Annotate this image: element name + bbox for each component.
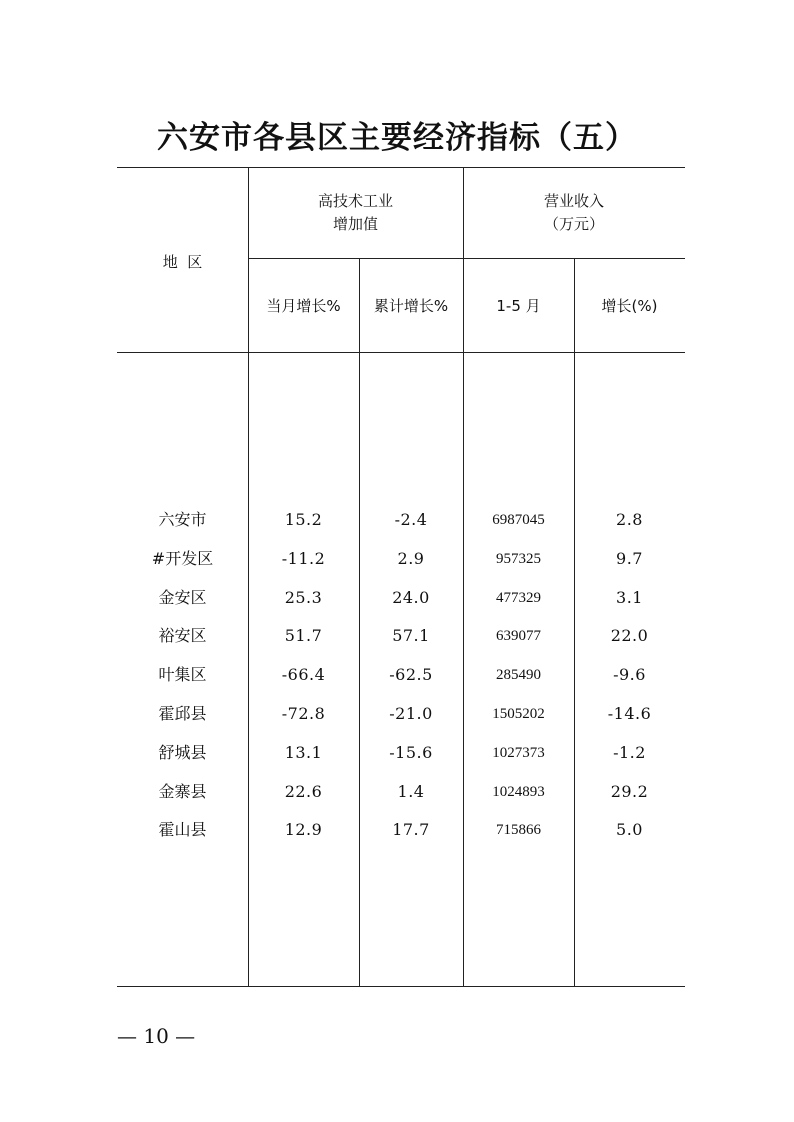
page-title: 六安市各县区主要经济指标（五）: [157, 120, 637, 156]
cell-revenue: 639077: [496, 628, 541, 645]
table-row: [117, 617, 685, 656]
cell-cumulative-growth: 1.4: [397, 781, 425, 801]
cell-monthly-growth: 12.9: [284, 820, 323, 840]
header-high-tech-group: [248, 190, 463, 236]
header-revenue-line2: （万元）: [543, 215, 604, 233]
cell-region: #开发区: [151, 548, 214, 568]
cell-revenue-growth: 3.1: [616, 587, 643, 607]
cell-cumulative-growth: -15.6: [389, 742, 433, 762]
cell-cumulative-growth: 24.0: [392, 587, 430, 607]
table-row: [117, 501, 685, 540]
cell-cumulative-growth: -21.0: [389, 704, 433, 723]
cell-revenue: 285490: [496, 667, 541, 684]
table-row: [117, 734, 685, 773]
cell-region: 霍邱县: [158, 704, 207, 723]
cell-revenue-growth: -1.2: [613, 742, 646, 762]
table-row: [117, 656, 685, 695]
cell-cumulative-growth: 2.9: [397, 548, 425, 568]
header-monthly-growth: 当月增长%: [266, 297, 341, 315]
cell-monthly-growth: -11.2: [281, 548, 326, 568]
cell-monthly-growth: 25.3: [284, 587, 323, 607]
cell-region: 舒城县: [158, 742, 207, 762]
header-high-tech-line2: 增加值: [332, 215, 378, 233]
header-high-tech-line1: 高技术工业: [317, 192, 393, 210]
cell-revenue: 957325: [496, 550, 541, 567]
header-bottom-border: [117, 352, 685, 353]
cell-revenue-growth: 22.0: [610, 626, 649, 646]
cell-revenue-growth: -14.6: [607, 704, 652, 723]
cell-revenue: 715866: [496, 822, 541, 839]
header-revenue-group: [463, 190, 685, 236]
cell-region: 金寨县: [158, 781, 207, 801]
cell-revenue: 1024893: [492, 783, 545, 800]
cell-region: 叶集区: [158, 665, 207, 685]
table-row: [117, 695, 685, 734]
cell-cumulative-growth: 17.7: [392, 820, 430, 840]
cell-monthly-growth: -72.8: [281, 704, 326, 723]
cell-region: 霍山县: [158, 820, 207, 840]
page-number: — 10 —: [117, 1024, 196, 1048]
header-cumulative-growth: 累计增长%: [373, 297, 449, 315]
header-region: 地 区: [162, 253, 203, 271]
cell-monthly-growth: 13.1: [284, 742, 323, 762]
cell-monthly-growth: 51.7: [284, 626, 323, 646]
table-row: [117, 773, 685, 812]
cell-monthly-growth: -66.4: [281, 665, 326, 685]
header-revenue-line1: 营业收入: [543, 192, 604, 210]
cell-revenue-growth: 5.0: [616, 820, 643, 840]
cell-revenue-growth: 2.8: [616, 510, 643, 529]
cell-region: 裕安区: [158, 626, 207, 646]
cell-region: 金安区: [158, 587, 207, 607]
table-row: [117, 579, 685, 618]
table-row: [117, 811, 685, 850]
header-group-divider: [248, 258, 685, 259]
cell-monthly-growth: 22.6: [284, 781, 323, 801]
cell-revenue: 6987045: [492, 512, 545, 528]
table-row: [117, 540, 685, 579]
cell-revenue: 477329: [496, 589, 541, 606]
cell-cumulative-growth: -2.4: [394, 510, 428, 529]
table-top-border: [117, 167, 685, 168]
cell-cumulative-growth: -62.5: [389, 665, 433, 685]
cell-region: 六安市: [158, 510, 207, 529]
cell-revenue-growth: 9.7: [616, 548, 643, 568]
cell-revenue-growth: -9.6: [613, 665, 646, 685]
cell-revenue-growth: 29.2: [610, 781, 649, 801]
cell-revenue: 1027373: [492, 744, 545, 761]
table-bottom-border: [117, 986, 685, 987]
cell-monthly-growth: 15.2: [284, 510, 323, 529]
header-revenue-period: 1-5 月: [496, 297, 541, 315]
header-revenue-growth: 增长(%): [601, 297, 658, 315]
cell-revenue: 1505202: [492, 706, 545, 722]
cell-cumulative-growth: 57.1: [392, 626, 430, 646]
